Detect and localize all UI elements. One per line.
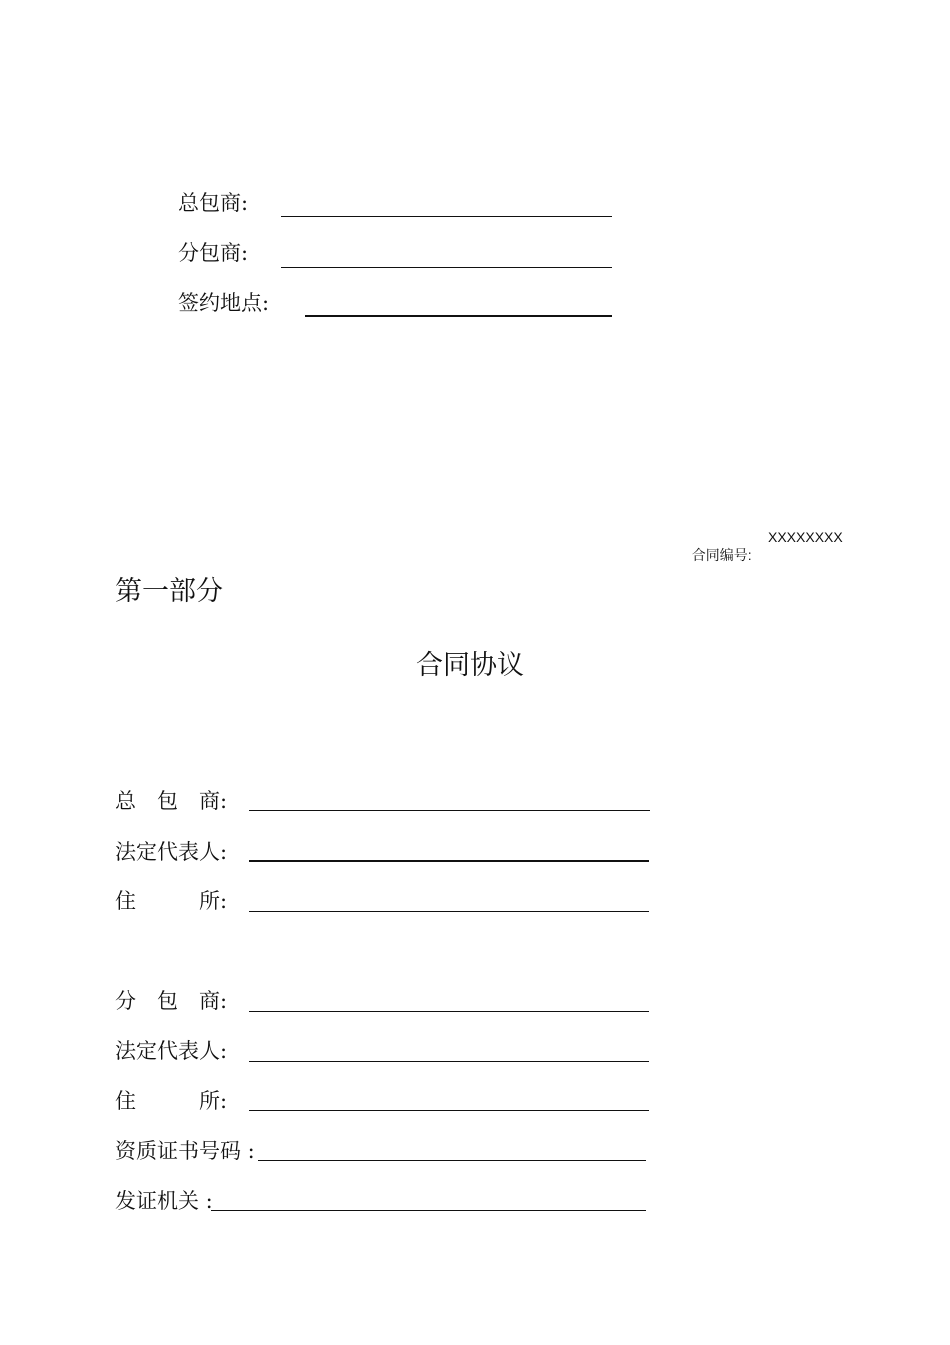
gc-address-label: 住 所: xyxy=(115,889,228,913)
sub-legal-rep-label: 法定代表人: xyxy=(115,1039,228,1063)
contract-number-value: XXXXXXXX xyxy=(768,529,843,545)
cover-general-contractor-field[interactable] xyxy=(281,216,612,217)
sub-issuer-field[interactable] xyxy=(211,1210,646,1211)
cover-signing-place-field[interactable] xyxy=(305,315,612,317)
sub-address-field[interactable] xyxy=(249,1110,649,1111)
part-title: 第一部分 xyxy=(115,576,223,607)
document-title: 合同协议 xyxy=(416,650,524,681)
gc-name-label: 总 包 商: xyxy=(115,789,228,813)
gc-address-field[interactable] xyxy=(249,911,649,912)
cover-subcontractor-field[interactable] xyxy=(281,267,612,268)
gc-legal-rep-field[interactable] xyxy=(249,860,649,862)
contract-number-label: 合同编号: xyxy=(691,547,752,563)
gc-name-field[interactable] xyxy=(249,810,650,811)
cover-signing-place-label: 签约地点: xyxy=(178,291,270,315)
sub-name-label: 分 包 商: xyxy=(115,989,228,1013)
sub-issuer-label: 发证机关 : xyxy=(115,1189,213,1213)
sub-name-field[interactable] xyxy=(249,1011,649,1012)
sub-qualification-label: 资质证书号码 : xyxy=(115,1139,255,1163)
gc-legal-rep-label: 法定代表人: xyxy=(115,840,228,864)
cover-general-contractor-label: 总包商: xyxy=(178,191,249,215)
contract-number xyxy=(684,528,843,582)
sub-qualification-field[interactable] xyxy=(258,1160,646,1161)
sub-legal-rep-field[interactable] xyxy=(249,1061,649,1062)
cover-subcontractor-label: 分包商: xyxy=(178,241,249,265)
sub-address-label: 住 所: xyxy=(115,1089,228,1113)
